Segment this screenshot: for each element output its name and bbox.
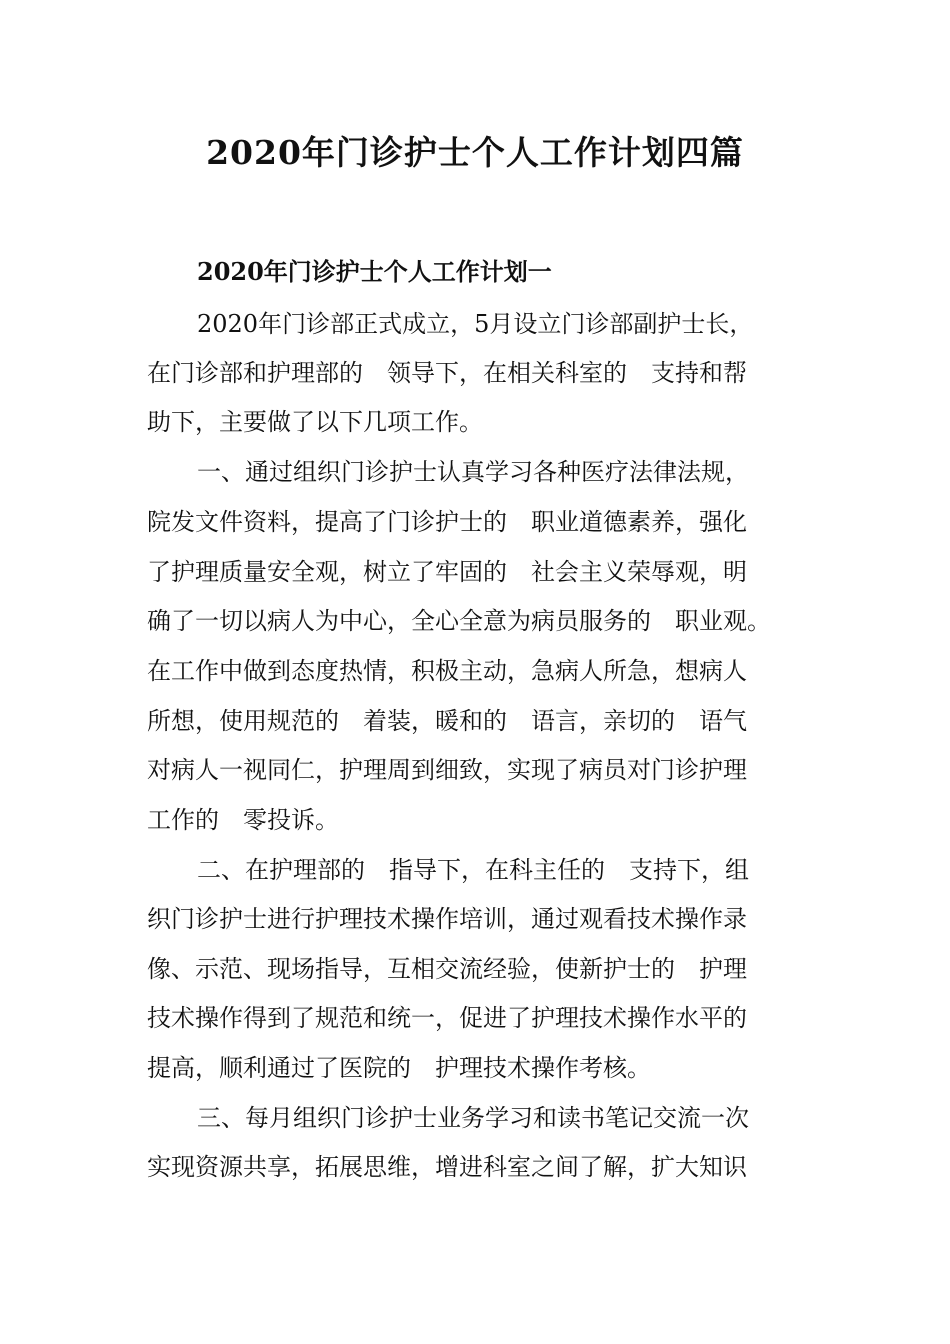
body-line: 像、示范、现场指导，互相交流经验，使新护士的 护理 <box>147 955 747 983</box>
body-line: 工作的 零投诉。 <box>147 806 339 834</box>
body-line: 提高，顺利通过了医院的 护理技术操作考核。 <box>147 1054 651 1082</box>
body-line: 助下，主要做了以下几项工作。 <box>147 408 483 436</box>
body-line: 在工作中做到态度热情，积极主动，急病人所急，想病人 <box>147 657 747 685</box>
body-line: 所想，使用规范的 着装，暖和的 语言，亲切的 语气 <box>147 707 747 735</box>
body-line: 院发文件资料，提高了门诊护士的 职业道德素养，强化 <box>147 508 747 536</box>
body-line: 一、通过组织门诊护士认真学习各种医疗法律法规， <box>197 458 749 486</box>
body-line: 织门诊护士进行护理技术操作培训，通过观看技术操作录 <box>147 905 747 933</box>
body-line: 了护理质量安全观，树立了牢固的 社会主义荣辱观，明 <box>147 558 747 586</box>
body-line: 实现资源共享，拓展思维，增进科室之间了解，扩大知识 <box>147 1153 747 1181</box>
body-line: 二、在护理部的 指导下，在科主任的 支持下，组 <box>197 856 749 884</box>
body-line: 确了一切以病人为中心，全心全意为病员服务的 职业观。 <box>147 607 771 635</box>
body-line: 三、每月组织门诊护士业务学习和读书笔记交流一次 <box>197 1104 749 1132</box>
document-title: 2020年门诊护士个人工作计划四篇 <box>206 133 744 172</box>
body-line: 在门诊部和护理部的 领导下，在相关科室的 支持和帮 <box>147 359 747 387</box>
section-heading: 2020年门诊护士个人工作计划一 <box>197 257 552 286</box>
body-line: 2020年门诊部正式成立，5月设立门诊部副护士长， <box>197 310 754 338</box>
body-line: 对病人一视同仁，护理周到细致，实现了病员对门诊护理 <box>147 756 747 784</box>
body-line: 技术操作得到了规范和统一，促进了护理技术操作水平的 <box>147 1004 747 1032</box>
